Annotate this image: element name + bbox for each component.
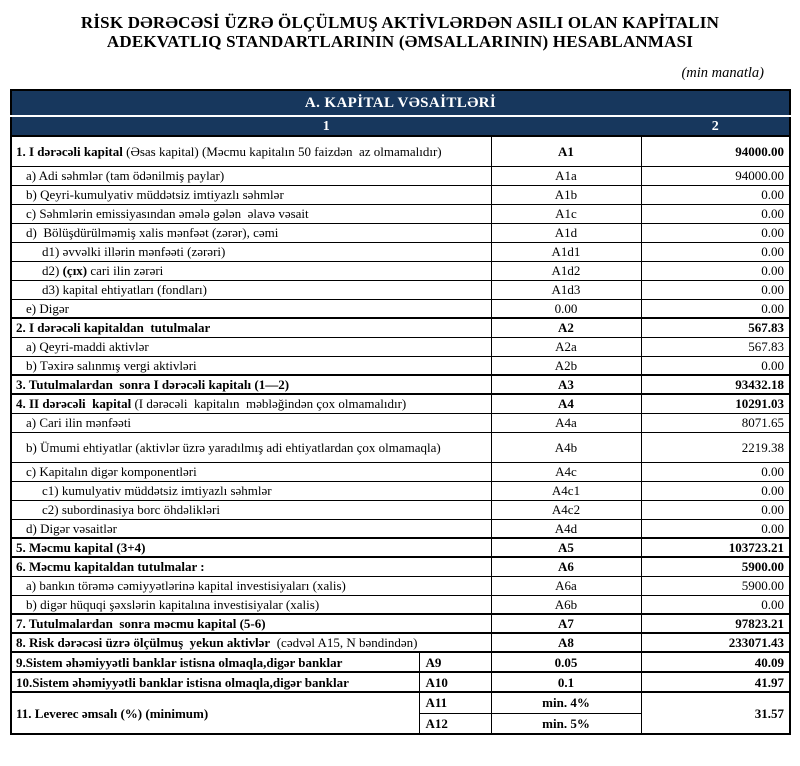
row-label: c1) kumulyativ müddətsiz imtiyazlı səhmlər: [11, 481, 491, 500]
row-label: a) Cari ilin mənfəəti: [11, 413, 491, 432]
table-row: [11, 299, 790, 318]
row-value: 5900.00: [641, 557, 790, 576]
table-row: [11, 166, 790, 185]
row-value: 8071.65: [641, 413, 790, 432]
row-label: [11, 136, 491, 166]
table-row: [11, 185, 790, 204]
row-label: 5. Məcmu kapital (3+4): [11, 538, 491, 557]
row-code: A12: [419, 713, 491, 734]
section-header: A. KAPİTAL VƏSAİTLƏRİ: [11, 90, 790, 116]
row-value: 10291.03: [641, 394, 790, 413]
row-code: A4b: [491, 432, 641, 462]
document-title-line2: ADEKVATLIQ STANDARTLARININ (ƏMSALLARININ) HESABLANMASI: [106, 32, 694, 51]
row-label-bold: 1. I dərəcəli kapital: [16, 143, 123, 159]
row-value: 2219.38: [641, 432, 790, 462]
row-code: A11: [419, 692, 491, 713]
row-code: A1: [491, 136, 641, 166]
row-code: A5: [491, 538, 641, 557]
row-value: 0.00: [641, 481, 790, 500]
row-code: A4a: [491, 413, 641, 432]
table-row: [11, 557, 790, 576]
row-code: A4c: [491, 462, 641, 481]
col-header-1: 1: [11, 116, 641, 136]
row-factor: min. 4%: [491, 692, 641, 713]
table-row: [11, 394, 790, 413]
row-value: 94000.00: [641, 166, 790, 185]
row-label: c) Səhmlərin emissiyasından əmələ gələn əlavə vəsait: [11, 204, 491, 223]
row-label: 6. Məcmu kapitaldan tutulmalar :: [11, 557, 491, 576]
row-code: A4c1: [491, 481, 641, 500]
row-label-bold: (çıx): [62, 263, 88, 278]
row-code: A10: [419, 672, 491, 692]
row-code: A2: [491, 318, 641, 337]
table-row: [11, 375, 790, 394]
row-value: 0.00: [641, 299, 790, 318]
table-row: [11, 432, 790, 462]
row-value: 0.00: [641, 519, 790, 538]
row-code: A7: [491, 614, 641, 633]
row-label-part: d2): [42, 263, 63, 278]
table-row: [11, 337, 790, 356]
row-label: a) bankın törəmə cəmiyyətlərinə kapital investisiyaları (xalis): [11, 576, 491, 595]
row-label: b) Təxirə salınmış vergi aktivləri: [11, 356, 491, 375]
row-code: A4c2: [491, 500, 641, 519]
row-label: d) Digər vəsaitlər: [11, 519, 491, 538]
row-label: b) Ümumi ehtiyatlar (aktivlər üzrə yaradılmış adi ehtiyatlardan çox olmamaqla): [11, 432, 491, 462]
row-label-rest: (I dərəcəli kapitalın məbləğindən çox olmamalıdır): [131, 396, 407, 412]
row-value: 0.00: [641, 261, 790, 280]
row-code: A2a: [491, 337, 641, 356]
table-row: [11, 519, 790, 538]
row-value: 0.00: [641, 500, 790, 519]
table-row: [11, 538, 790, 557]
row-label: 10.Sistem əhəmiyyətli banklar istisna olmaqla,digər banklar: [11, 672, 419, 692]
row-label: a) Adi səhmlər (tam ödənilmiş paylar): [11, 166, 491, 185]
row-label-rest: (Əsas kapital) (Məcmu kapitalın 50 faizdən az olmamalıdır): [122, 143, 442, 159]
row-value: 0.00: [641, 242, 790, 261]
row-code: A8: [491, 633, 641, 652]
leverage-row: [11, 692, 790, 713]
table-row: [11, 356, 790, 375]
table-row: [11, 633, 790, 652]
row-label-bold: 4. II dərəcəli kapital: [16, 396, 132, 412]
table-row: [11, 500, 790, 519]
row-value: 93432.18: [641, 375, 790, 394]
row-factor: min. 5%: [491, 713, 641, 734]
row-code: A1d2: [491, 261, 641, 280]
row-value: 0.00: [641, 462, 790, 481]
row-label: 3. Tutulmalardan sonra I dərəcəli kapitalı (1—2): [11, 375, 491, 394]
table-row: [11, 595, 790, 614]
ratio-row: [11, 672, 790, 692]
row-label: d) Bölüşdürülməmiş xalis mənfəət (zərər), cəmi: [11, 223, 491, 242]
row-code: A4: [491, 394, 641, 413]
table-row: [11, 242, 790, 261]
row-value: 0.00: [641, 595, 790, 614]
row-label: d1) əvvəlki illərin mənfəəti (zərəri): [11, 242, 491, 261]
row-label: 11. Leverec əmsalı (%) (minimum): [11, 692, 419, 734]
row-label: 2. I dərəcəli kapitaldan tutulmalar: [11, 318, 491, 337]
row-label: a) Qeyri-maddi aktivlər: [11, 337, 491, 356]
row-value: 0.00: [641, 356, 790, 375]
row-label-part: cari ilin zərəri: [87, 263, 164, 278]
row-value: 0.00: [641, 280, 790, 299]
row-code: A6: [491, 557, 641, 576]
row-code: A1b: [491, 185, 641, 204]
row-label: e) Digər: [11, 299, 491, 318]
ratio-row: [11, 652, 790, 672]
row-label-rest: (cədvəl A15, N bəndindən): [270, 635, 418, 650]
row-label: c2) subordinasiya borc öhdəlikləri: [11, 500, 491, 519]
unit-note: (min manatla): [681, 65, 764, 81]
table-row: [11, 280, 790, 299]
row-label: 7. Tutulmalardan sonra məcmu kapital (5-6): [11, 614, 491, 633]
row-code: A3: [491, 375, 641, 394]
table-row: [11, 413, 790, 432]
section-header-row: [11, 90, 790, 116]
row-value: 567.83: [641, 337, 790, 356]
row-code: A1d: [491, 223, 641, 242]
row-label: c) Kapitalın digər komponentləri: [11, 462, 491, 481]
row-value: 40.09: [641, 652, 790, 672]
row-value: 567.83: [641, 318, 790, 337]
row-value: 0.00: [641, 185, 790, 204]
col-header-2: 2: [641, 116, 790, 136]
row-label-bold: 8. Risk dərəcəsi üzrə ölçülmuş yekun aktivlər: [16, 635, 271, 650]
row-label: [11, 394, 491, 413]
row-label: b) Qeyri-kumulyativ müddətsiz imtiyazlı səhmlər: [11, 185, 491, 204]
row-code: A1d1: [491, 242, 641, 261]
table-row: [11, 223, 790, 242]
table-row: [11, 204, 790, 223]
row-code: 0.00: [491, 299, 641, 318]
row-value: 233071.43: [641, 633, 790, 652]
table-row: [11, 576, 790, 595]
row-code: A1a: [491, 166, 641, 185]
row-code: A9: [419, 652, 491, 672]
row-label: [11, 633, 491, 652]
row-code: A1c: [491, 204, 641, 223]
row-factor: 0.1: [491, 672, 641, 692]
column-header-row: [11, 116, 790, 136]
row-value: 103723.21: [641, 538, 790, 557]
row-code: A1d3: [491, 280, 641, 299]
row-value: 31.57: [641, 692, 790, 734]
row-value: 94000.00: [641, 136, 790, 166]
row-value: 97823.21: [641, 614, 790, 633]
row-value: 0.00: [641, 223, 790, 242]
table-row: [11, 481, 790, 500]
row-label: b) digər hüquqi şəxslərin kapitalına investisiyalar (xalis): [11, 595, 491, 614]
row-value: 41.97: [641, 672, 790, 692]
row-code: A6b: [491, 595, 641, 614]
document-title: [0, 13, 800, 51]
row-label: [11, 261, 491, 280]
capital-table: [10, 89, 791, 735]
row-factor: 0.05: [491, 652, 641, 672]
table-row: [11, 261, 790, 280]
row-code: A2b: [491, 356, 641, 375]
row-value: 0.00: [641, 204, 790, 223]
table-row: [11, 614, 790, 633]
table-row: [11, 318, 790, 337]
table-row: [11, 462, 790, 481]
row-code: A4d: [491, 519, 641, 538]
row-code: A6a: [491, 576, 641, 595]
row-label: d3) kapital ehtiyatları (fondları): [11, 280, 491, 299]
document-title-line1: RİSK DƏRƏCƏSİ ÜZRƏ ÖLÇÜLMUŞ AKTİVLƏRDƏN ASILI OLAN KAPİTALIN: [80, 13, 720, 32]
row-label: 9.Sistem əhəmiyyətli banklar istisna olmaqla,digər banklar: [11, 652, 419, 672]
row-value: 5900.00: [641, 576, 790, 595]
table-row: [11, 136, 790, 166]
